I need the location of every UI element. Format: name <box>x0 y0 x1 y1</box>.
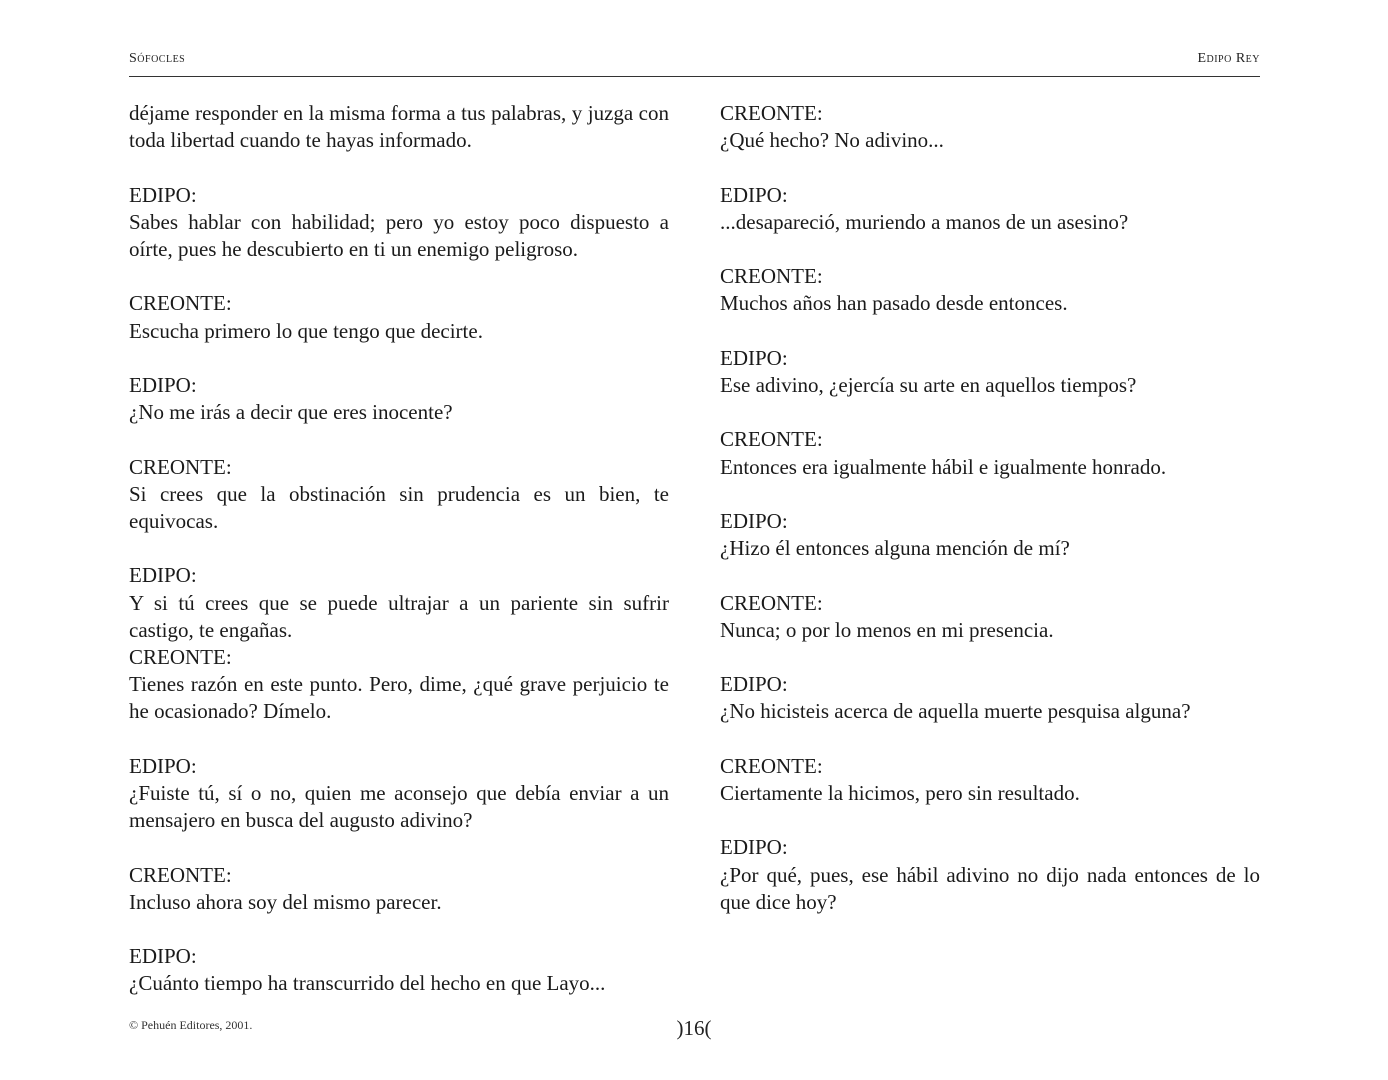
dialogue-text: ¿Cuánto tiempo ha transcurrido del hecho en que Layo... <box>129 971 606 996</box>
speaker-name: CREONTE: <box>720 590 823 615</box>
dialogue-block <box>129 454 669 536</box>
speaker-name: CREONTE: <box>129 644 232 669</box>
dialogue-block <box>129 644 669 726</box>
dialogue-text: Ese adivino, ¿ejercía su arte en aquellos tiempos? <box>720 372 1137 397</box>
right-column <box>720 100 1260 943</box>
copyright-notice: © Pehuén Editores, 2001. <box>129 1018 253 1032</box>
speaker-name: CREONTE: <box>720 753 823 778</box>
speaker-name: CREONTE: <box>129 454 232 479</box>
running-header <box>129 48 1260 77</box>
author-name: Sófocles <box>129 51 186 66</box>
dialogue-text: ¿Hizo él entonces alguna mención de mí? <box>720 536 1070 561</box>
dialogue-block <box>720 345 1260 399</box>
dialogue-text: Ciertamente la hicimos, pero sin resultado. <box>720 780 1080 805</box>
speaker-name: CREONTE: <box>720 427 823 452</box>
dialogue-block <box>129 753 669 835</box>
dialogue-block <box>720 182 1260 236</box>
dialogue-block <box>720 100 1260 154</box>
speaker-name: EDIPO: <box>129 753 197 778</box>
dialogue-text: Incluso ahora soy del mismo parecer. <box>129 889 442 914</box>
speaker-name: EDIPO: <box>720 345 788 370</box>
left-column <box>129 100 669 1025</box>
dialogue-text: Si crees que la obstinación sin prudencia es un bien, te equivocas. <box>129 481 669 533</box>
dialogue-block <box>129 862 669 916</box>
dialogue-text: Entonces era igualmente hábil e igualmente honrado. <box>720 454 1167 479</box>
speaker-name: EDIPO: <box>720 835 788 860</box>
dialogue-block <box>720 263 1260 317</box>
page-number: )16( <box>676 1016 712 1040</box>
speaker-name: CREONTE: <box>129 862 232 887</box>
dialogue-block <box>720 590 1260 644</box>
dialogue-text: Muchos años han pasado desde entonces. <box>720 291 1068 316</box>
dialogue-text: ¿Qué hecho? No adivino... <box>720 128 944 153</box>
dialogue-block <box>129 100 669 154</box>
dialogue-text: ¿No me irás a decir que eres inocente? <box>129 400 453 425</box>
speaker-name: EDIPO: <box>129 944 197 969</box>
speaker-name: CREONTE: <box>720 264 823 289</box>
speaker-name: CREONTE: <box>129 291 232 316</box>
dialogue-block <box>720 834 1260 916</box>
dialogue-text: Y si tú crees que se puede ultrajar a un pariente sin sufrir castigo, te engañas. <box>129 590 669 642</box>
dialogue-text: Tienes razón en este punto. Pero, dime, ¿qué grave perjuicio te he ocasionado? Dímelo. <box>129 672 669 724</box>
dialogue-block <box>129 943 669 997</box>
dialogue-text: ¿Fuiste tú, sí o no, quien me aconsejo que debía enviar a un mensajero en busca del augusto adivino? <box>129 780 669 833</box>
speaker-name: EDIPO: <box>129 563 197 588</box>
dialogue-text: Nunca; o por lo menos en mi presencia. <box>720 617 1054 642</box>
dialogue-block <box>720 671 1260 725</box>
dialogue-text: ¿Por qué, pues, ese hábil adivino no dijo nada entonces de lo que dice hoy? <box>720 862 1260 914</box>
speaker-name: EDIPO: <box>129 372 197 397</box>
dialogue-block <box>129 182 669 264</box>
dialogue-block <box>129 562 669 644</box>
speaker-name: EDIPO: <box>720 508 788 533</box>
dialogue-block <box>720 508 1260 562</box>
dialogue-block <box>720 426 1260 480</box>
dialogue-text: ...desapareció, muriendo a manos de un asesino? <box>720 209 1129 234</box>
dialogue-block <box>720 753 1260 807</box>
speaker-name: CREONTE: <box>720 101 823 125</box>
dialogue-block <box>129 290 669 344</box>
work-title: Edipo Rey <box>1197 51 1260 66</box>
speaker-name: EDIPO: <box>720 182 788 207</box>
speaker-name: EDIPO: <box>720 672 788 697</box>
dialogue-text: déjame responder en la misma forma a tus palabras, y juzga con toda libertad cuando te hayas informado. <box>129 101 669 153</box>
dialogue-block <box>129 372 669 426</box>
speaker-name: EDIPO: <box>129 182 197 207</box>
dialogue-text: Escucha primero lo que tengo que decirte. <box>129 318 483 343</box>
dialogue-text: ¿No hicisteis acerca de aquella muerte pesquisa alguna? <box>720 699 1191 724</box>
dialogue-text: Sabes hablar con habilidad; pero yo estoy poco dispuesto a oírte, pues he descubierto en ti un enemigo peligroso. <box>129 209 669 261</box>
